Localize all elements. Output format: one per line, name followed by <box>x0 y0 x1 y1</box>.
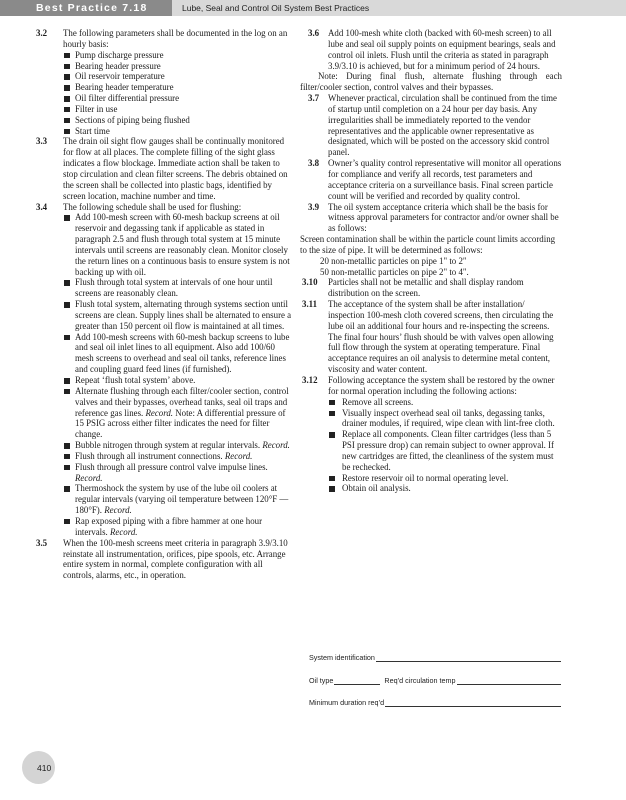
list-item <box>63 462 293 484</box>
list-item <box>63 440 293 451</box>
circulation-temp-label: Req’d circulation temp <box>384 675 456 685</box>
parameter-list <box>63 50 293 137</box>
item-text: Alternate flushing through each filter/cooler section, control valves and their bypasses, overhead tanks, seal oil traps and reference gas lines. <box>75 385 289 418</box>
section-number: 3.10 <box>302 277 318 288</box>
list-item: Visually inspect overhead seal oil tanks, degassing tanks, drainer modules, if required, wipe clean with lint-free cloth. <box>328 408 562 430</box>
form-row-oil <box>309 674 561 685</box>
item-text: Note: A differential pressure of 15 PSIG across either filter indicates the need for filter change. <box>75 407 286 440</box>
list-item: Pump discharge pressure <box>63 50 293 61</box>
section-number: 3.7 <box>308 93 320 104</box>
record-form <box>309 651 561 719</box>
section-number: 3.12 <box>302 375 318 385</box>
list-item: Add 100-mesh screen with 60-mesh backup screens at oil reservoir and degassing tank if applicable as stated in paragraph 2.5 and flush through total system at 15 minute intervals until screens are reasonably clean. Monitor closely the return lines on a continuous basis to ensure system is not backing up with oil. <box>63 212 293 277</box>
list-item: Add 100-mesh screens with 60-mesh backup screens to lube and seal oil inlet lines to all equipment. Also add 100/60 mesh screens to overhead and seal oil tanks, reference lines and coupling guard feed lines (if furnished). <box>63 332 293 375</box>
section-number: 3.9 <box>308 201 320 212</box>
section-3-10 <box>300 277 562 299</box>
section-text: Owner’s quality control representative will monitor all operations for compliance and verify all records, test parameters and acceptance criteria on a surveillance basis. Final screen particle count will be verified and recorded by quality control. <box>328 158 562 201</box>
list-item: Bearing header pressure <box>63 61 293 72</box>
list-item: Oil filter differential pressure <box>63 93 293 104</box>
section-number: 3.8 <box>308 158 320 169</box>
section-3-5 <box>36 538 293 581</box>
section-text: The following parameters shall be documented in the log on an hourly basis: <box>63 28 288 49</box>
page-number: 410 <box>37 763 52 773</box>
circulation-temp-field[interactable] <box>457 677 562 685</box>
section-text: The drain oil sight flow gauges shall be continually monitored for flow at all places. The complete filling of the sight glass indicates a flow blockage. Immediate action shall be taken to stop circulation and clean filter screens. The debris obtained on the screen shall be collected into plastic bags, identified by screen location, machine number and time. <box>63 136 288 201</box>
section-3-3 <box>36 136 293 201</box>
list-item <box>63 451 293 462</box>
left-column <box>36 28 293 581</box>
list-item: Restore reservoir oil to normal operating level. <box>328 473 562 484</box>
section-text: Following acceptance the system shall be restored by the owner for normal operation including the following actions: <box>328 375 555 396</box>
contamination-text: Screen contamination shall be within the particle count limits according to the size of pipe. It will be determined as follows: <box>300 234 556 255</box>
record-label: Record. <box>224 450 253 461</box>
section-text: The oil system acceptance criteria which shall be the basis for witness approval parameters for contractor and/or owner shall be as follows: <box>328 201 559 234</box>
section-number: 3.2 <box>36 28 48 38</box>
section-number: 3.3 <box>36 136 48 147</box>
section-text: Add 100-mesh white cloth (backed with 60-mesh screen) to all lube and seal oil supply points on equipment bearings, seals and control oil inlets. Flush until the criteria as stated in paragraph 3.9/3.10 is achieved, but for a minimum period of 24 hours. <box>328 28 556 71</box>
right-column <box>300 28 562 494</box>
item-text: Bubble nitrogen through system at regular intervals. <box>75 440 263 451</box>
list-item: Obtain oil analysis. <box>328 483 562 494</box>
min-duration-label: Minimum duration req’d <box>309 698 385 707</box>
record-label: Record. <box>75 472 103 483</box>
list-item: Oil reservoir temperature <box>63 71 293 82</box>
section-text: The following schedule shall be used for flushing: <box>63 201 242 212</box>
particle-limit-1: 20 non-metallic particles on pipe 1" to 2" <box>320 255 467 266</box>
item-text: Rap exposed piping with a fibre hammer at one hour intervals. <box>75 515 263 537</box>
list-item: Flush total system, alternating through systems section until screens are clean. Supply lines shall be alternated to ensure a greater than 150 percent oil flow is maintained at all times. <box>63 299 293 332</box>
section-number: 3.5 <box>36 537 48 548</box>
restore-actions-list <box>328 397 562 495</box>
section-3-6 <box>300 28 562 71</box>
system-id-label: System identification <box>309 653 375 662</box>
min-duration-field[interactable] <box>385 699 561 707</box>
list-item <box>63 386 293 440</box>
form-row-duration <box>309 696 561 707</box>
list-item: Start time <box>63 126 293 137</box>
section-text: When the 100-mesh screens meet criteria in paragraph 3.9/3.10 reinstate all instrumentation, orifices, pipe spools, etc. Arrange entire system in normal, complete configuration with all controls, alarms, etc., in operation. <box>63 537 288 581</box>
list-item: Repeat ‘flush total system’ above. <box>63 375 293 386</box>
record-label: Record. <box>104 505 132 516</box>
record-label: Record. <box>145 407 173 418</box>
form-row-system <box>309 651 561 662</box>
list-item: Sections of piping being flushed <box>63 115 293 126</box>
list-item: Flush through total system at intervals of one hour until screens are reasonably clean. <box>63 277 293 299</box>
section-3-9 <box>300 202 562 235</box>
oil-type-field[interactable] <box>334 677 380 685</box>
section-text: The acceptance of the system shall be after installation/ inspection 100-mesh cloth covered screens, then circulating the lube oil an additional four hours and re-inspecting the screens. The final four hours’ flush should be with valves open allowing full flow through the system at operating temperature. Final acceptance requires an oil analysis to determine metal content, viscosity and water content. <box>328 299 554 375</box>
flush-schedule-list <box>63 212 293 537</box>
section-3-12 <box>300 375 562 494</box>
system-id-field[interactable] <box>376 654 561 662</box>
record-label: Record. <box>262 440 290 451</box>
header-section-label: Best Practice 7.18 <box>36 2 148 14</box>
section-3-2 <box>36 28 293 136</box>
section-number: 3.4 <box>36 201 48 212</box>
particle-limit-2: 50 non-metallic particles on pipe 2" to 4". <box>320 266 469 277</box>
oil-type-label: Oil type <box>309 675 334 685</box>
item-text: Flush through all pressure control valve impulse lines. <box>75 461 268 472</box>
final-flush-note: Note: During final flush, alternate flushing through each filter/cooler section, control valves and their bypasses. <box>300 71 562 93</box>
section-3-11 <box>300 299 562 375</box>
list-item: Remove all screens. <box>328 397 562 408</box>
list-item: Replace all components. Clean filter cartridges (less than 5 PSI pressure drop) can remain subject to owner approval. If new cartridges are fitted, the cleanliness of the system must be rechecked. <box>328 429 562 472</box>
list-item: Filter in use <box>63 104 293 115</box>
record-label: Record. <box>110 526 138 537</box>
header-title: Lube, Seal and Control Oil System Best Practices <box>182 3 370 13</box>
section-number: 3.11 <box>302 299 318 310</box>
page-header <box>0 0 626 16</box>
section-text: Particles shall not be metallic and shall display random distribution on the screen. <box>328 277 524 299</box>
section-3-7 <box>300 93 562 158</box>
section-number: 3.6 <box>308 28 320 38</box>
list-item <box>63 483 293 516</box>
section-text: Whenever practical, circulation shall be continued from the time of startup until completion on a 24 hour per day basis. Any irregularities shall be immediately reported to the vendor representatives and the applicable owner representative as designated, which will be posted on the accessory skid control panel. <box>328 93 557 158</box>
list-item <box>63 516 293 538</box>
item-text: Thermoshock the system by use of the lube oil coolers at regular intervals (varying oil temperature between 120°F — 180°F). <box>75 483 289 516</box>
list-item: Bearing header temperature <box>63 82 293 93</box>
section-3-4 <box>36 202 293 538</box>
item-text: Flush through all instrument connections. <box>75 450 225 461</box>
section-3-8 <box>300 158 562 201</box>
